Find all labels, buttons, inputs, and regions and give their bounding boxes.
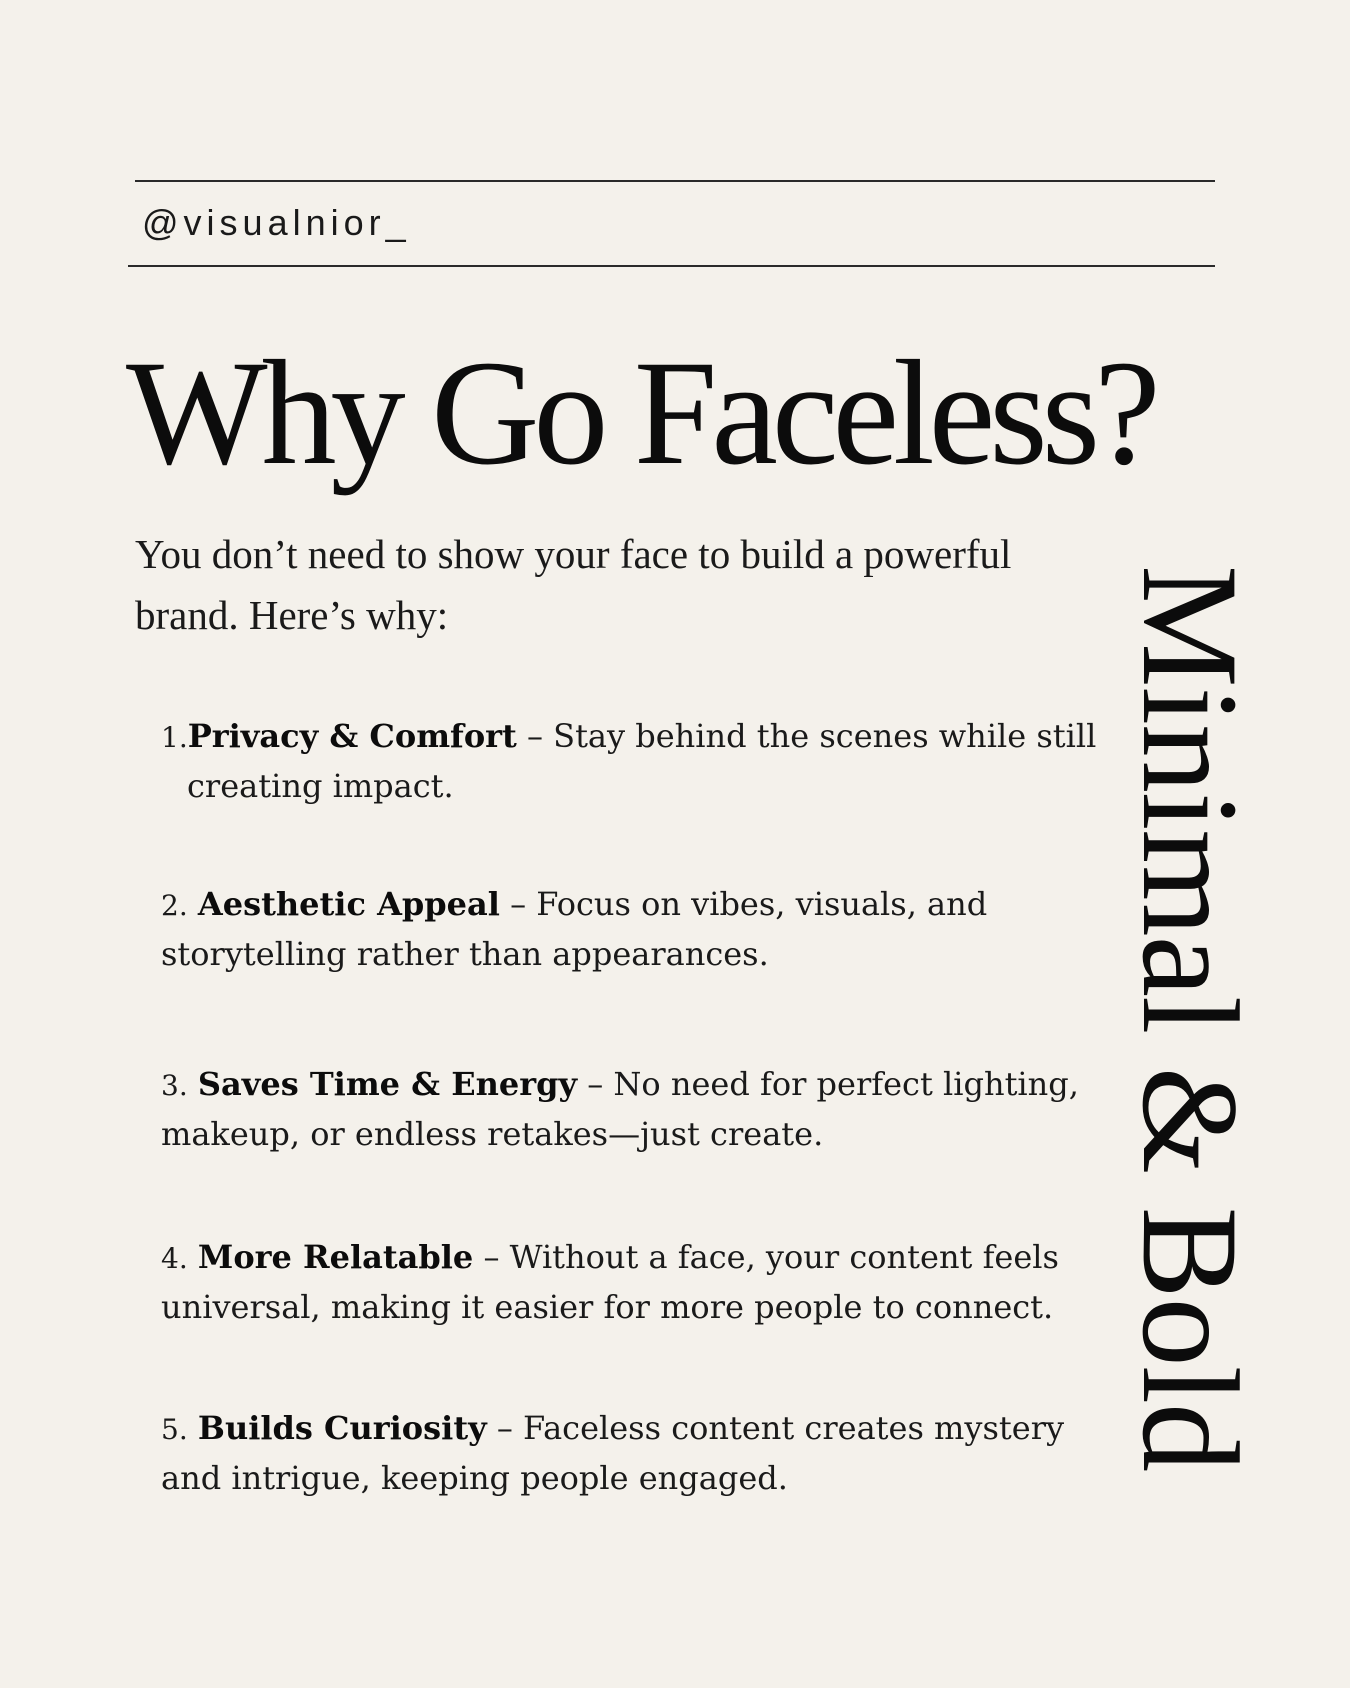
item-text: – Without a face, your content feels universal, making it easier for more people to connect. (161, 1238, 1059, 1326)
item-title: Builds Curiosity (197, 1409, 487, 1447)
item-title: More Relatable (197, 1238, 474, 1276)
list-item (161, 1404, 1111, 1503)
item-number: 4. (161, 1242, 188, 1275)
item-number: 5. (161, 1413, 188, 1446)
vertical-tagline: Minimal & Bold (1114, 564, 1267, 1472)
item-text: – No need for perfect lighting, makeup, or endless retakes—just create. (161, 1065, 1079, 1153)
intro-text: You don’t need to show your face to build a powerful brand. Here’s why: (135, 531, 1012, 638)
item-text: – Faceless content creates mystery and intrigue, keeping people engaged. (161, 1409, 1065, 1497)
list-item (161, 1060, 1111, 1159)
item-text: – Focus on vibes, visuals, and storytelling rather than appearances. (161, 885, 988, 973)
list-item (161, 1233, 1111, 1332)
list-item (161, 880, 1111, 979)
top-divider (135, 180, 1215, 182)
bottom-divider (128, 265, 1215, 267)
item-number: 3. (161, 1069, 188, 1102)
item-title: Aesthetic Appeal (197, 885, 500, 923)
item-number: 1. (161, 721, 188, 754)
list-item (161, 712, 1137, 811)
item-number: 2. (161, 889, 188, 922)
account-handle: @visualnior_ (142, 202, 411, 243)
item-title: Saves Time & Energy (197, 1065, 578, 1103)
page-title: Why Go Faceless? (126, 330, 1155, 496)
item-text: – Stay behind the scenes while still creating impact. (187, 717, 1097, 805)
item-title: Privacy & Comfort (187, 717, 517, 755)
